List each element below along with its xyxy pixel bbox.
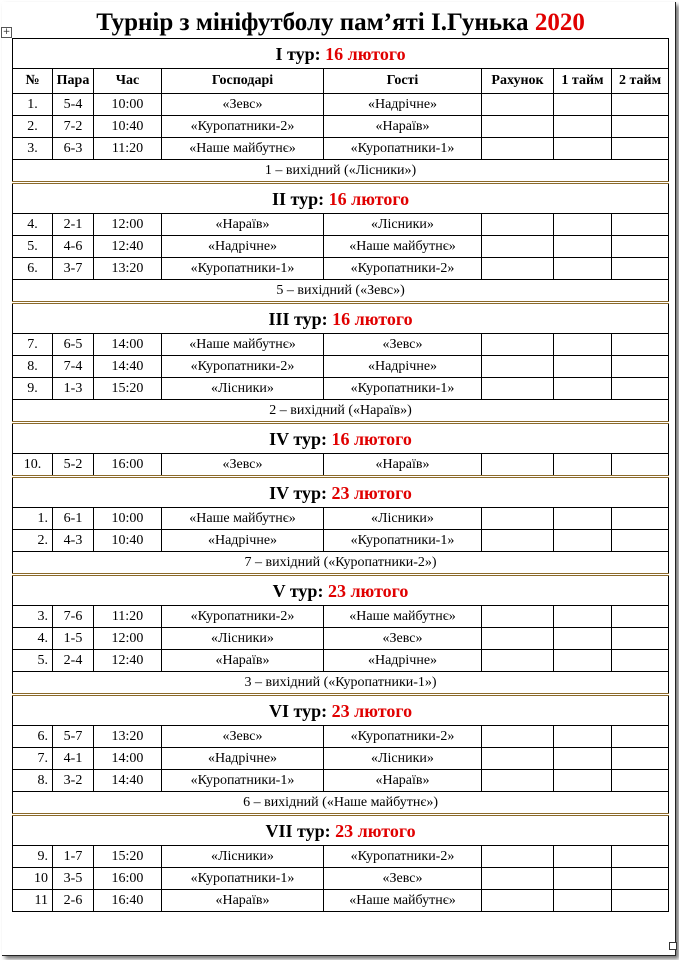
home-team: «Наше майбутнє» [162, 508, 324, 530]
match-number: 11 [13, 890, 53, 912]
round-date: 16 лютого [328, 188, 410, 209]
away-team: «Надрічне» [324, 94, 482, 116]
home-team: «Куропатники-1» [162, 770, 324, 792]
score-cell[interactable] [482, 356, 554, 378]
half1-cell[interactable] [554, 356, 612, 378]
score-cell[interactable] [482, 846, 554, 868]
match-row [13, 606, 669, 628]
half2-cell[interactable] [612, 236, 669, 258]
round-date: 23 лютого [331, 482, 412, 503]
half1-cell[interactable] [554, 454, 612, 477]
match-row [13, 334, 669, 356]
match-time: 16:40 [94, 890, 162, 912]
score-cell[interactable] [482, 748, 554, 770]
away-team: «Куропатники-2» [324, 846, 482, 868]
match-row [13, 530, 669, 552]
away-team: «Надрічне» [324, 650, 482, 672]
half1-cell[interactable] [554, 214, 612, 236]
bye-note: 2 – вихідний («Нараїв») [13, 400, 669, 423]
away-team: «Куропатники-2» [324, 258, 482, 280]
round-title [13, 423, 669, 454]
match-row [13, 116, 669, 138]
half1-cell[interactable] [554, 530, 612, 552]
round-label: V тур: [272, 580, 324, 601]
table-move-handle-icon[interactable]: + [2, 27, 11, 37]
document-title [12, 8, 669, 38]
match-pair: 7-4 [53, 356, 94, 378]
away-team: «Наше майбутнє» [324, 606, 482, 628]
match-number: 4. [13, 214, 53, 236]
match-number: 1. [13, 94, 53, 116]
round-date: 23 лютого [331, 700, 413, 721]
match-pair: 3-7 [53, 258, 94, 280]
match-time: 12:00 [94, 214, 162, 236]
header-half2: 2 тайм [612, 69, 669, 94]
match-number: 4. [13, 628, 53, 650]
round-title [13, 477, 669, 508]
match-time: 15:20 [94, 846, 162, 868]
away-team: «Куропатники-1» [324, 138, 482, 160]
half2-cell[interactable] [612, 508, 669, 530]
match-time: 16:00 [94, 868, 162, 890]
bye-row [13, 400, 669, 423]
match-number: 2. [13, 116, 53, 138]
home-team: «Зевс» [162, 454, 324, 477]
match-row [13, 356, 669, 378]
match-time: 10:00 [94, 94, 162, 116]
home-team: «Нараїв» [162, 890, 324, 912]
home-team: «Лісники» [162, 846, 324, 868]
round-label: IV тур: [269, 428, 327, 449]
home-team: «Зевс» [162, 726, 324, 748]
half2-cell[interactable] [612, 726, 669, 748]
home-team: «Надрічне» [162, 236, 324, 258]
half1-cell[interactable] [554, 890, 612, 912]
half1-cell[interactable] [554, 258, 612, 280]
match-pair: 7-2 [53, 116, 94, 138]
title-text: Турнір з мініфутболу пам’яті І.Гунька [96, 9, 529, 36]
match-time: 11:20 [94, 138, 162, 160]
round-header-row [13, 815, 669, 846]
half1-cell[interactable] [554, 94, 612, 116]
round-header-row [13, 695, 669, 726]
score-cell[interactable] [482, 116, 554, 138]
half2-cell[interactable] [612, 748, 669, 770]
match-number: 7. [13, 748, 53, 770]
score-cell[interactable] [482, 628, 554, 650]
match-number: 2. [13, 530, 53, 552]
match-pair: 7-6 [53, 606, 94, 628]
half2-cell[interactable] [612, 650, 669, 672]
match-row [13, 258, 669, 280]
half1-cell[interactable] [554, 334, 612, 356]
match-pair: 5-7 [53, 726, 94, 748]
half1-cell[interactable] [554, 726, 612, 748]
match-number: 9. [13, 846, 53, 868]
match-row [13, 770, 669, 792]
round-header-row [13, 303, 669, 334]
half2-cell[interactable] [612, 628, 669, 650]
bye-note: 1 – вихідний («Лісники») [13, 160, 669, 183]
home-team: «Нараїв» [162, 650, 324, 672]
score-cell[interactable] [482, 868, 554, 890]
match-time: 11:20 [94, 606, 162, 628]
header-number: № [13, 69, 53, 94]
match-number: 10 [13, 868, 53, 890]
match-row [13, 94, 669, 116]
home-team: «Зевс» [162, 94, 324, 116]
round-date: 16 лютого [331, 428, 412, 449]
home-team: «Куропатники-2» [162, 606, 324, 628]
away-team: «Зевс» [324, 628, 482, 650]
match-row [13, 846, 669, 868]
score-cell[interactable] [482, 454, 554, 477]
half2-cell[interactable] [612, 606, 669, 628]
match-number: 1. [13, 508, 53, 530]
home-team: «Куропатники-1» [162, 258, 324, 280]
away-team: «Наше майбутнє» [324, 890, 482, 912]
score-cell[interactable] [482, 770, 554, 792]
match-number: 9. [13, 378, 53, 400]
match-number: 5. [13, 650, 53, 672]
half2-cell[interactable] [612, 846, 669, 868]
match-row [13, 214, 669, 236]
match-number: 8. [13, 356, 53, 378]
score-cell[interactable] [482, 94, 554, 116]
home-team: «Наше майбутнє» [162, 138, 324, 160]
match-time: 14:00 [94, 334, 162, 356]
match-time: 13:20 [94, 258, 162, 280]
half2-cell[interactable] [612, 94, 669, 116]
match-pair: 6-1 [53, 508, 94, 530]
half1-cell[interactable] [554, 606, 612, 628]
table-resize-handle[interactable] [669, 942, 677, 950]
schedule-body [13, 39, 669, 912]
round-label: І тур: [275, 43, 321, 64]
half2-cell[interactable] [612, 378, 669, 400]
match-number: 6. [13, 726, 53, 748]
bye-row [13, 160, 669, 183]
match-pair: 1-7 [53, 846, 94, 868]
home-team: «Наше майбутнє» [162, 334, 324, 356]
match-row [13, 868, 669, 890]
away-team: «Нараїв» [324, 116, 482, 138]
match-pair: 5-2 [53, 454, 94, 477]
match-row [13, 454, 669, 477]
match-pair: 1-3 [53, 378, 94, 400]
match-pair: 1-5 [53, 628, 94, 650]
match-time: 12:40 [94, 236, 162, 258]
match-time: 14:40 [94, 770, 162, 792]
round-header-row [13, 575, 669, 606]
match-pair: 2-1 [53, 214, 94, 236]
half1-cell[interactable] [554, 138, 612, 160]
away-team: «Нараїв» [324, 454, 482, 477]
half2-cell[interactable] [612, 334, 669, 356]
score-cell[interactable] [482, 378, 554, 400]
match-number: 6. [13, 258, 53, 280]
match-row [13, 378, 669, 400]
match-number: 3. [13, 138, 53, 160]
half2-cell[interactable] [612, 770, 669, 792]
half1-cell[interactable] [554, 116, 612, 138]
away-team: «Куропатники-1» [324, 530, 482, 552]
bye-note: 5 – вихідний («Зевс») [13, 280, 669, 303]
round-title [13, 575, 669, 606]
match-row [13, 236, 669, 258]
home-team: «Куропатники-1» [162, 868, 324, 890]
round-title [13, 183, 669, 214]
away-team: «Зевс» [324, 868, 482, 890]
score-cell[interactable] [482, 214, 554, 236]
away-team: «Куропатники-2» [324, 726, 482, 748]
score-cell[interactable] [482, 138, 554, 160]
title-year: 2020 [534, 9, 585, 36]
bye-row [13, 552, 669, 575]
round-label: ІІ тур: [272, 188, 325, 209]
match-pair: 3-2 [53, 770, 94, 792]
half2-cell[interactable] [612, 258, 669, 280]
match-pair: 6-3 [53, 138, 94, 160]
match-row [13, 890, 669, 912]
score-cell[interactable] [482, 726, 554, 748]
match-time: 10:00 [94, 508, 162, 530]
bye-row [13, 672, 669, 695]
half2-cell[interactable] [612, 868, 669, 890]
match-number: 3. [13, 606, 53, 628]
header-home: Господарі [162, 69, 324, 94]
match-pair: 4-3 [53, 530, 94, 552]
header-score: Рахунок [482, 69, 554, 94]
match-row [13, 628, 669, 650]
round-label: IV тур: [269, 482, 327, 503]
match-time: 12:00 [94, 628, 162, 650]
match-time: 13:20 [94, 726, 162, 748]
away-team: «Нараїв» [324, 770, 482, 792]
round-title [13, 695, 669, 726]
column-header-row [13, 69, 669, 94]
round-label: VII тур: [265, 820, 331, 841]
half1-cell[interactable] [554, 868, 612, 890]
match-pair: 5-4 [53, 94, 94, 116]
match-pair: 3-5 [53, 868, 94, 890]
away-team: «Лісники» [324, 508, 482, 530]
round-header-row [13, 423, 669, 454]
half2-cell[interactable] [612, 454, 669, 477]
match-pair: 4-6 [53, 236, 94, 258]
half1-cell[interactable] [554, 748, 612, 770]
match-time: 15:20 [94, 378, 162, 400]
round-label: ІІІ тур: [268, 308, 328, 329]
match-pair: 2-6 [53, 890, 94, 912]
bye-note: 6 – вихідний («Наше майбутнє») [13, 792, 669, 815]
half1-cell[interactable] [554, 508, 612, 530]
round-date: 16 лютого [332, 308, 413, 329]
away-team: «Наше майбутнє» [324, 236, 482, 258]
half1-cell[interactable] [554, 650, 612, 672]
match-time: 14:40 [94, 356, 162, 378]
match-time: 16:00 [94, 454, 162, 477]
match-number: 10. [13, 454, 53, 477]
round-title [13, 303, 669, 334]
header-away: Гості [324, 69, 482, 94]
match-number: 5. [13, 236, 53, 258]
away-team: «Куропатники-1» [324, 378, 482, 400]
home-team: «Куропатники-2» [162, 356, 324, 378]
score-cell[interactable] [482, 530, 554, 552]
round-date: 23 лютого [327, 580, 409, 601]
half2-cell[interactable] [612, 890, 669, 912]
header-half1: 1 тайм [554, 69, 612, 94]
half1-cell[interactable] [554, 378, 612, 400]
header-time: Час [94, 69, 162, 94]
half1-cell[interactable] [554, 236, 612, 258]
home-team: «Лісники» [162, 378, 324, 400]
header-pair: Пара [53, 69, 94, 94]
half1-cell[interactable] [554, 846, 612, 868]
home-team: «Надрічне» [162, 530, 324, 552]
score-cell[interactable] [482, 334, 554, 356]
round-title [13, 815, 669, 846]
match-number: 8. [13, 770, 53, 792]
score-cell[interactable] [482, 236, 554, 258]
match-pair: 4-1 [53, 748, 94, 770]
home-team: «Надрічне» [162, 748, 324, 770]
round-date: 23 лютого [335, 820, 416, 841]
round-header-row [13, 39, 669, 69]
home-team: «Нараїв» [162, 214, 324, 236]
round-header-row [13, 477, 669, 508]
half1-cell[interactable] [554, 628, 612, 650]
match-time: 10:40 [94, 116, 162, 138]
schedule-table [12, 38, 669, 912]
round-header-row [13, 183, 669, 214]
home-team: «Лісники» [162, 628, 324, 650]
away-team: «Лісники» [324, 748, 482, 770]
home-team: «Куропатники-2» [162, 116, 324, 138]
round-title [13, 39, 669, 69]
bye-note: 7 – вихідний («Куропатники-2») [13, 552, 669, 575]
half2-cell[interactable] [612, 214, 669, 236]
match-row [13, 138, 669, 160]
half2-cell[interactable] [612, 530, 669, 552]
away-team: «Зевс» [324, 334, 482, 356]
match-time: 12:40 [94, 650, 162, 672]
half2-cell[interactable] [612, 138, 669, 160]
score-cell[interactable] [482, 606, 554, 628]
match-pair: 6-5 [53, 334, 94, 356]
round-date: 16 лютого [325, 43, 406, 64]
away-team: «Лісники» [324, 214, 482, 236]
match-row [13, 508, 669, 530]
round-label: VI тур: [269, 700, 328, 721]
score-cell[interactable] [482, 508, 554, 530]
match-time: 14:00 [94, 748, 162, 770]
match-row [13, 650, 669, 672]
score-cell[interactable] [482, 258, 554, 280]
bye-note: 3 – вихідний («Куропатники-1») [13, 672, 669, 695]
half2-cell[interactable] [612, 356, 669, 378]
match-pair: 2-4 [53, 650, 94, 672]
match-row [13, 726, 669, 748]
match-time: 10:40 [94, 530, 162, 552]
bye-row [13, 792, 669, 815]
half1-cell[interactable] [554, 770, 612, 792]
bye-row [13, 280, 669, 303]
match-row [13, 748, 669, 770]
score-cell[interactable] [482, 890, 554, 912]
match-number: 7. [13, 334, 53, 356]
half2-cell[interactable] [612, 116, 669, 138]
away-team: «Надрічне» [324, 356, 482, 378]
score-cell[interactable] [482, 650, 554, 672]
